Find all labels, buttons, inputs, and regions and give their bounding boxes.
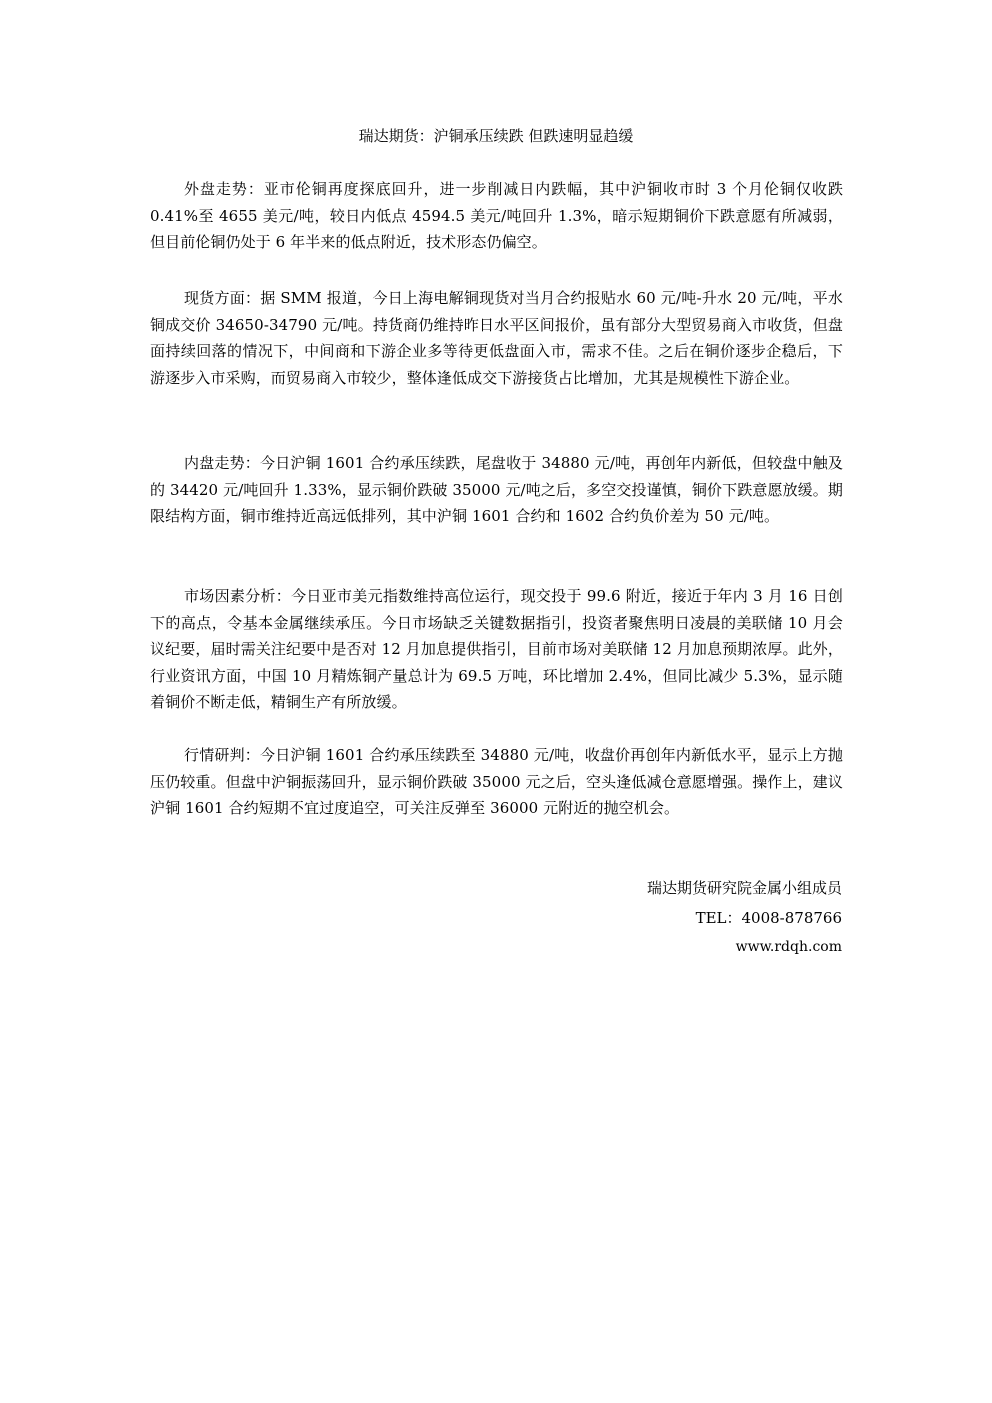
document-title: 瑞达期货：沪铜承压续跌 但跌速明显趋缓 xyxy=(358,127,634,145)
paragraph-spot-market: 现货方面：据 SMM 报道，今日上海电解铜现货对当月合约报贴水 60 元/吨-升水 20 元/吨，平水铜成交价 34650-34790 元/吨。持货商仍维持昨日水平区间报价，虽有部分大型贸易商入市收货，但盘面持续回落的情况下，中间商和下游企业多等待更低盘面入市，需求不佳。之后在铜价逐步企稳后，下游逐步入市采购，而贸易商入市较少，整体逢低成交下游接货占比增加，尤其是规模性下游企业。 xyxy=(150,289,843,387)
paragraph-market-factors: 市场因素分析：今日亚市美元指数维持高位运行，现交投于 99.6 附近，接近于年内 3 月 16 日创下的高点，令基本金属继续承压。今日市场缺乏关键数据指引，投资者聚焦明日凌晨的美联储 10 月会议纪要，届时需关注纪要中是否对 12 月加息提供指引，目前市场对美联储 12 月加息预期浓厚。此外，行业资讯方面，中国 10 月精炼铜产量总计为 69.5 万吨，环比增加 2.4%，但同比减少 5.3%，显示随着铜价不断走低，精铜生产有所放缓。 xyxy=(150,587,843,711)
paragraph-overseas-market: 外盘走势：亚市伦铜再度探底回升，进一步削减日内跌幅，其中沪铜收市时 3 个月伦铜仅收跌 0.41%至 4655 美元/吨，较日内低点 4594.5 美元/吨回升 1.3%，暗示短期铜价下跌意愿有所减弱，但目前伦铜仍处于 6 年半来的低点附近，技术形态仍偏空。 xyxy=(150,180,843,251)
paragraph-domestic-market: 内盘走势：今日沪铜 1601 合约承压续跌，尾盘收于 34880 元/吨，再创年内新低，但较盘中触及的 34420 元/吨回升 1.33%，显示铜价跌破 35000 元/吨之后，多空交投谨慎，铜价下跌意愿放缓。期限结构方面，铜市维持近高远低排列，其中沪铜 1601 合约和 1602 合约负价差为 50 元/吨。 xyxy=(150,454,843,525)
signature-org: 瑞达期货研究院金属小组成员 xyxy=(646,879,842,897)
paragraph-outlook: 行情研判：今日沪铜 1601 合约承压续跌至 34880 元/吨，收盘价再创年内新低水平，显示上方抛压仍较重。但盘中沪铜振荡回升，显示铜价跌破 35000 元之后，空头逢低减仓意愿增强。操作上，建议沪铜 1601 合约短期不宜过度追空，可关注反弹至 36000 元附近的抛空机会。 xyxy=(150,746,843,817)
signature-website: www.rdqh.com xyxy=(735,939,842,955)
signature-tel: TEL：4008-878766 xyxy=(695,909,842,927)
